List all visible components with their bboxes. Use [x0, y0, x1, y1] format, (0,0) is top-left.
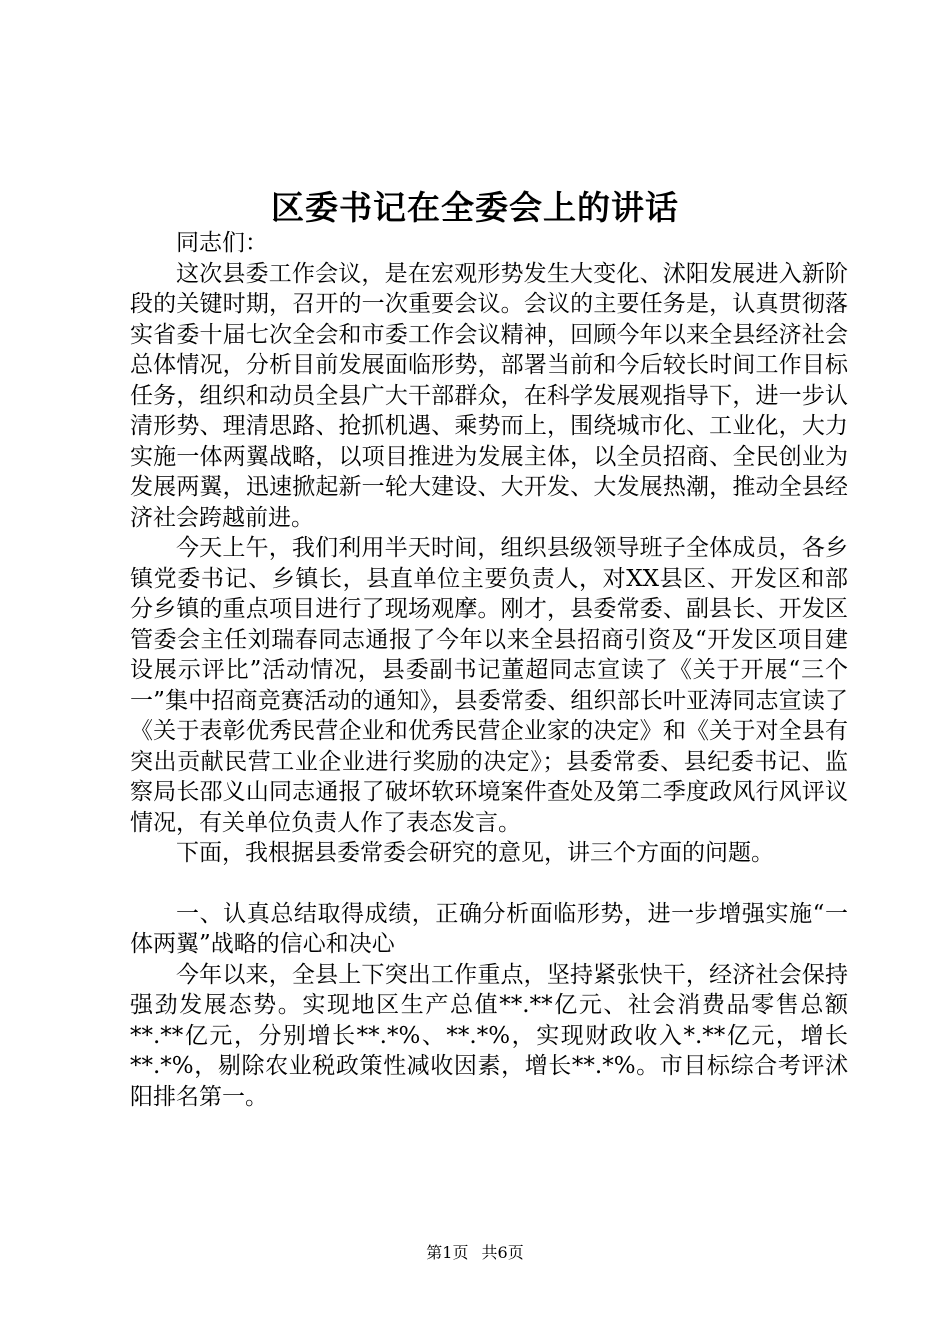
document-body: [130, 228, 848, 1112]
page-total: 共6页: [481, 1243, 524, 1262]
paragraph-morning-activities: 今天上午，我们利用半天时间，组织县级领导班子全体成员，各乡镇党委书记、乡镇长，县直单位主要负责人，对XX县区、开发区和部分乡镇的重点项目进行了现场观摩。刚才，县委常委、副县长、开发区管委会主任刘瑞春同志通报了今年以来全县招商引资及“开发区项目建设展示评比”活动情况，县委副书记董超同志宣读了《关于开展“三个一”集中招商竞赛活动的通知》，县委常委、组织部长叶亚涛同志宣读了《关于表彰优秀民营企业和优秀民营企业家的决定》和《关于对全县有突出贡献民营工业企业进行奖励的决定》；县委常委、县纪委书记、监察局长邵义山同志通报了破坏软环境案件查处及第二季度政风行风评议情况，有关单位负责人作了表态发言。: [130, 535, 848, 836]
paragraph-transition: 下面，我根据县委常委会研究的意见，讲三个方面的问题。: [176, 840, 774, 866]
salutation: 同志们：: [176, 230, 268, 256]
page-footer: [0, 1243, 950, 1263]
paragraph-meeting-purpose: 这次县委工作会议，是在宏观形势发生大变化、沭阳发展进入新阶段的关键时期，召开的一次重要会议。会议的主要任务是，认真贯彻落实省委十届七次全会和市委工作会议精神，回顾今年以来全县经济社会总体情况，分析目前发展面临形势，部署当前和今后较长时间工作目标任务，组织和动员全县广大干部群众，在科学发展观指导下，进一步认清形势、理清思路、抢抓机遇、乘势而上，围绕城市化、工业化，大力实施一体两翼战略，以项目推进为发展主体，以全员招商、全民创业为发展两翼，迅速掀起新一轮大建设、大开发、大发展热潮，推动全县经济社会跨越前进。: [130, 260, 848, 531]
document-title: 区委书记在全委会上的讲话: [271, 188, 679, 227]
section-heading-one: 一、认真总结取得成绩，正确分析面临形势，进一步增强实施“一体两翼”战略的信心和决心: [130, 900, 848, 957]
page-number: 第1页: [426, 1243, 469, 1262]
paragraph-achievements: 今年以来，全县上下突出工作重点，坚持紧张快干，经济社会保持强劲发展态势。实现地区生产总值**.**亿元、社会消费品零售总额**.**亿元，分别增长**.*%、**.*%，实现财政收入*.**亿元，增长**.*%，剔除农业税政策性减收因素，增长**.*%。市目标综合考评沭阳排名第一。: [130, 961, 848, 1110]
